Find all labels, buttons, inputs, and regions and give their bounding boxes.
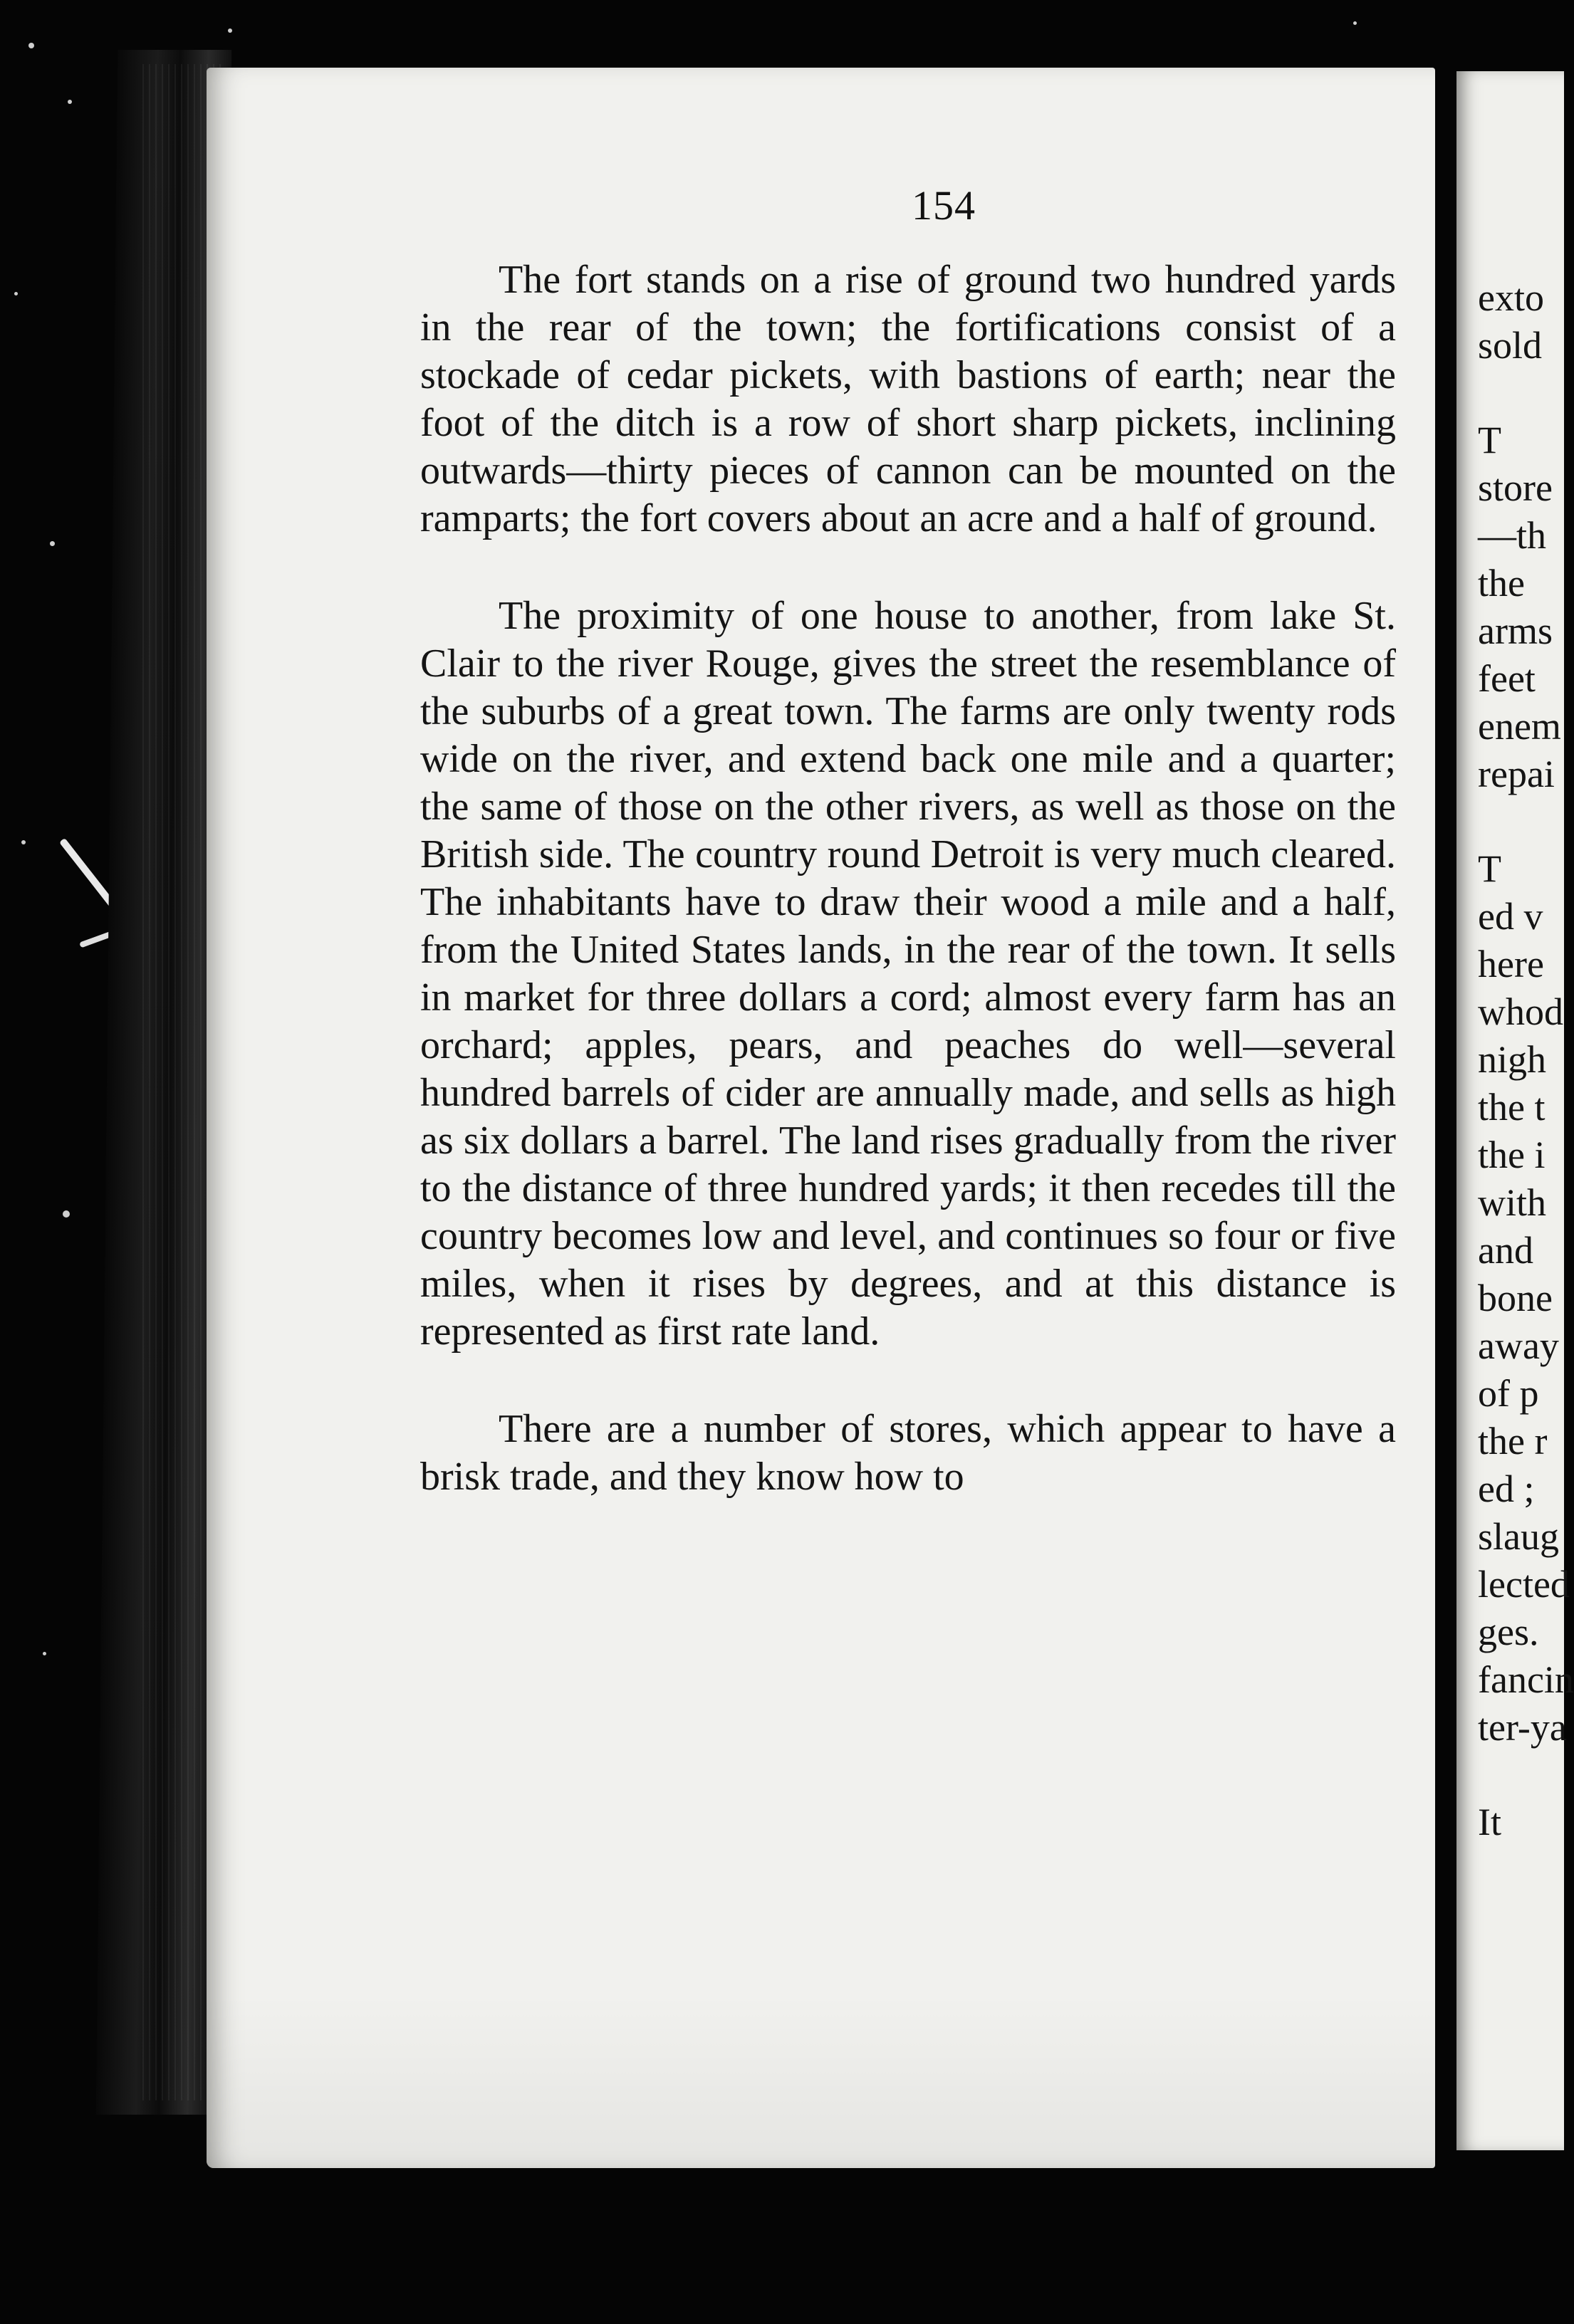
- right-line: the t: [1478, 1086, 1546, 1129]
- right-line: T: [1478, 847, 1501, 890]
- scan-speck: [43, 1652, 46, 1655]
- page-number: 154: [912, 182, 976, 229]
- right-line: lected: [1478, 1563, 1570, 1606]
- scan-speck: [28, 43, 34, 48]
- scan-speck: [14, 292, 18, 295]
- right-line: —th: [1478, 514, 1547, 557]
- right-line: whod: [1478, 990, 1563, 1033]
- right-line: feet: [1478, 657, 1536, 700]
- bleed-through: [541, 214, 551, 261]
- line-gap: [1478, 370, 1564, 417]
- scan-speck: [228, 28, 232, 33]
- scan-speck: [21, 840, 26, 844]
- paragraph: There are a number of stores, which appear to have a brisk trade, and they know how to: [420, 1407, 1396, 1499]
- scan-speck: [50, 541, 55, 546]
- right-page-text: [1478, 274, 1574, 1846]
- right-line: and: [1478, 1229, 1533, 1272]
- right-line: store: [1478, 466, 1553, 509]
- right-line: ges.: [1478, 1611, 1539, 1653]
- right-line: bone: [1478, 1277, 1553, 1319]
- right-line: away: [1478, 1324, 1559, 1367]
- right-line: slaug: [1478, 1515, 1559, 1558]
- scan-speck: [1353, 21, 1357, 25]
- right-line: the: [1478, 562, 1525, 604]
- right-line: with: [1478, 1181, 1547, 1224]
- right-line: ed v: [1478, 895, 1543, 938]
- line-gap: [1478, 1752, 1564, 1799]
- right-line: ter-ya: [1478, 1706, 1567, 1749]
- line-gap: [1478, 798, 1564, 845]
- paragraph: The fort stands on a rise of ground two hundred yards in the rear of the town; the fortifications consist of a stockade of cedar pickets, with bastions of earth; near the foot of the ditch is a row of short sharp pickets, inclining outwards—thirty pieces of cannon can be mounted on the ramparts; the fort covers about an acre and a half of ground.: [420, 258, 1396, 540]
- scan-speck: [63, 1210, 70, 1218]
- right-line: nigh: [1478, 1038, 1547, 1081]
- right-line: T: [1478, 419, 1501, 461]
- right-line: the i: [1478, 1134, 1546, 1176]
- right-line: exto: [1478, 276, 1544, 319]
- right-line: ed ;: [1478, 1467, 1535, 1510]
- right-line: the r: [1478, 1420, 1548, 1462]
- right-line: of p: [1478, 1372, 1539, 1415]
- right-line: It: [1478, 1801, 1501, 1843]
- right-line: arms: [1478, 609, 1553, 652]
- right-line: repai: [1478, 753, 1555, 795]
- paragraph: The proximity of one house to another, from lake St. Clair to the river Rouge, gives the street the resemblance of the suburbs of a great town. The farms are only twenty rods wide on the river, and extend back one mile and a quarter; the same of those on the other rivers, as well as those on the British side. The country round Detroit is very much cleared. The inhabitants have to draw their wood a mile and a half, from the United States lands, in the rear of the town. It sells in market for three dollars a cord; almost every farm has an orchard; apples, pears, and peaches do well—several hundred barrels of cider are annually made, and sells as high as six dollars a barrel. The land rises gradually from the river to the distance of three hundred yards; it then recedes till the country becomes low and level, and continues so four or five miles, when it rises by degrees, and at this distance is represented as first rate land.: [420, 594, 1396, 1354]
- body-text: [420, 256, 1396, 1501]
- right-line: here: [1478, 943, 1544, 985]
- right-line: sold: [1478, 324, 1543, 367]
- right-line: fancin: [1478, 1658, 1574, 1701]
- right-line: enem: [1478, 705, 1561, 748]
- scan-speck: [68, 100, 72, 104]
